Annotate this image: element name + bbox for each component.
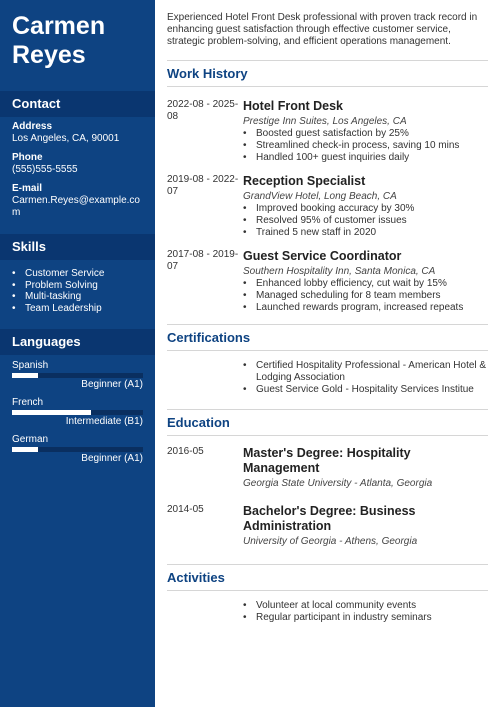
language-name: French (12, 396, 44, 408)
language-proficiency-fill (12, 447, 38, 452)
activities-heading: Activities (167, 564, 488, 591)
job-company: Southern Hospitality Inn, Santa Monica, CA (243, 266, 436, 277)
job-company: GrandView Hotel, Long Beach, CA (243, 191, 397, 202)
work-history-heading: Work History (167, 60, 488, 87)
language-item (12, 360, 143, 391)
language-item (12, 434, 143, 465)
degree-title: Master's Degree: Hospitality Management (243, 446, 411, 475)
language-proficiency-bar (12, 373, 143, 378)
first-name: Carmen (12, 12, 106, 40)
education-entry (167, 446, 488, 490)
job-entry (167, 249, 488, 314)
contact-heading: Contact (0, 91, 155, 117)
main-content (155, 0, 500, 707)
activities-list (167, 600, 488, 624)
job-bullet: • Boosted guest satisfaction by 25% (243, 128, 488, 140)
job-bullet: • Trained 5 new staff in 2020 (243, 227, 488, 239)
address-value: Los Angeles, CA, 90001 (12, 133, 120, 144)
job-dates: 2022-08 - 2025-08 (167, 99, 239, 122)
job-dates: 2017-08 - 2019-07 (167, 249, 239, 272)
candidate-name (0, 0, 155, 70)
language-item (12, 397, 143, 428)
certification-item: • Guest Service Gold - Hospitality Services Institue (243, 384, 488, 396)
job-title: Guest Service Coordinator (243, 249, 402, 263)
language-level: Beginner (A1) (81, 452, 143, 464)
school-name: University of Georgia - Athens, Georgia (243, 536, 418, 547)
language-level: Beginner (A1) (81, 378, 143, 390)
job-entry (167, 99, 488, 164)
email-label: E-mail (12, 183, 43, 194)
language-name: Spanish (12, 359, 49, 371)
activity-item: • Regular participant in industry seminars (243, 612, 488, 624)
education-heading: Education (167, 409, 488, 436)
job-bullet: • Managed scheduling for 8 team members (243, 290, 488, 302)
certification-item: • Certified Hospitality Professional - American Hotel & Lodging Association (243, 360, 488, 384)
job-bullet: • Handled 100+ guest inquiries daily (243, 152, 488, 164)
education-date: 2014-05 (167, 504, 204, 515)
job-title: Reception Specialist (243, 174, 366, 188)
phone-value: (555)555-5555 (12, 164, 78, 175)
job-bullet: • Streamlined check-in process, saving 10 mins (243, 140, 488, 152)
languages-heading: Languages (0, 329, 155, 355)
job-bullet: • Enhanced lobby efficiency, cut wait by 15% (243, 278, 488, 290)
education-date: 2016-05 (167, 446, 204, 457)
job-dates: 2019-08 - 2022-07 (167, 174, 239, 197)
language-level: Intermediate (B1) (65, 415, 143, 427)
school-name: Georgia State University - Atlanta, Georgia (243, 478, 433, 489)
skills-list (0, 260, 155, 315)
language-name: German (12, 433, 49, 445)
education-list (167, 446, 488, 548)
skill-item: • Team Leadership (12, 303, 143, 315)
sidebar (0, 0, 155, 707)
languages-list (0, 360, 155, 465)
degree-title: Bachelor's Degree: Business Administration (243, 504, 416, 533)
education-entry (167, 504, 488, 548)
job-entry (167, 174, 488, 239)
job-company: Prestige Inn Suites, Los Angeles, CA (243, 116, 407, 127)
language-proficiency-fill (12, 373, 38, 378)
language-proficiency-fill (12, 410, 91, 415)
skills-heading: Skills (0, 234, 155, 260)
contact-details (0, 117, 155, 219)
skill-item: • Customer Service (12, 268, 143, 280)
work-history-list (167, 99, 488, 314)
job-bullet: • Improved booking accuracy by 30% (243, 203, 488, 215)
skill-item: • Multi-tasking (12, 291, 143, 303)
job-bullet: • Launched rewards program, increased repeats (243, 302, 488, 314)
skill-item: • Problem Solving (12, 280, 143, 292)
job-bullet: • Resolved 95% of customer issues (243, 215, 488, 227)
address-label: Address (12, 121, 53, 132)
certifications-heading: Certifications (167, 324, 488, 351)
professional-summary: Experienced Hotel Front Desk professional with proven track record in enhancing guest satisfaction through effective customer service, strategic problem-solving, and efficient operations management. (167, 12, 478, 47)
language-proficiency-bar (12, 410, 143, 415)
phone-label: Phone (12, 152, 43, 163)
activity-item: • Volunteer at local community events (243, 600, 488, 612)
language-proficiency-bar (12, 447, 143, 452)
email-value: Carmen.Reyes@example.com (12, 195, 140, 218)
certifications-list (167, 360, 488, 396)
last-name: Reyes (12, 41, 86, 69)
job-title: Hotel Front Desk (243, 99, 344, 113)
